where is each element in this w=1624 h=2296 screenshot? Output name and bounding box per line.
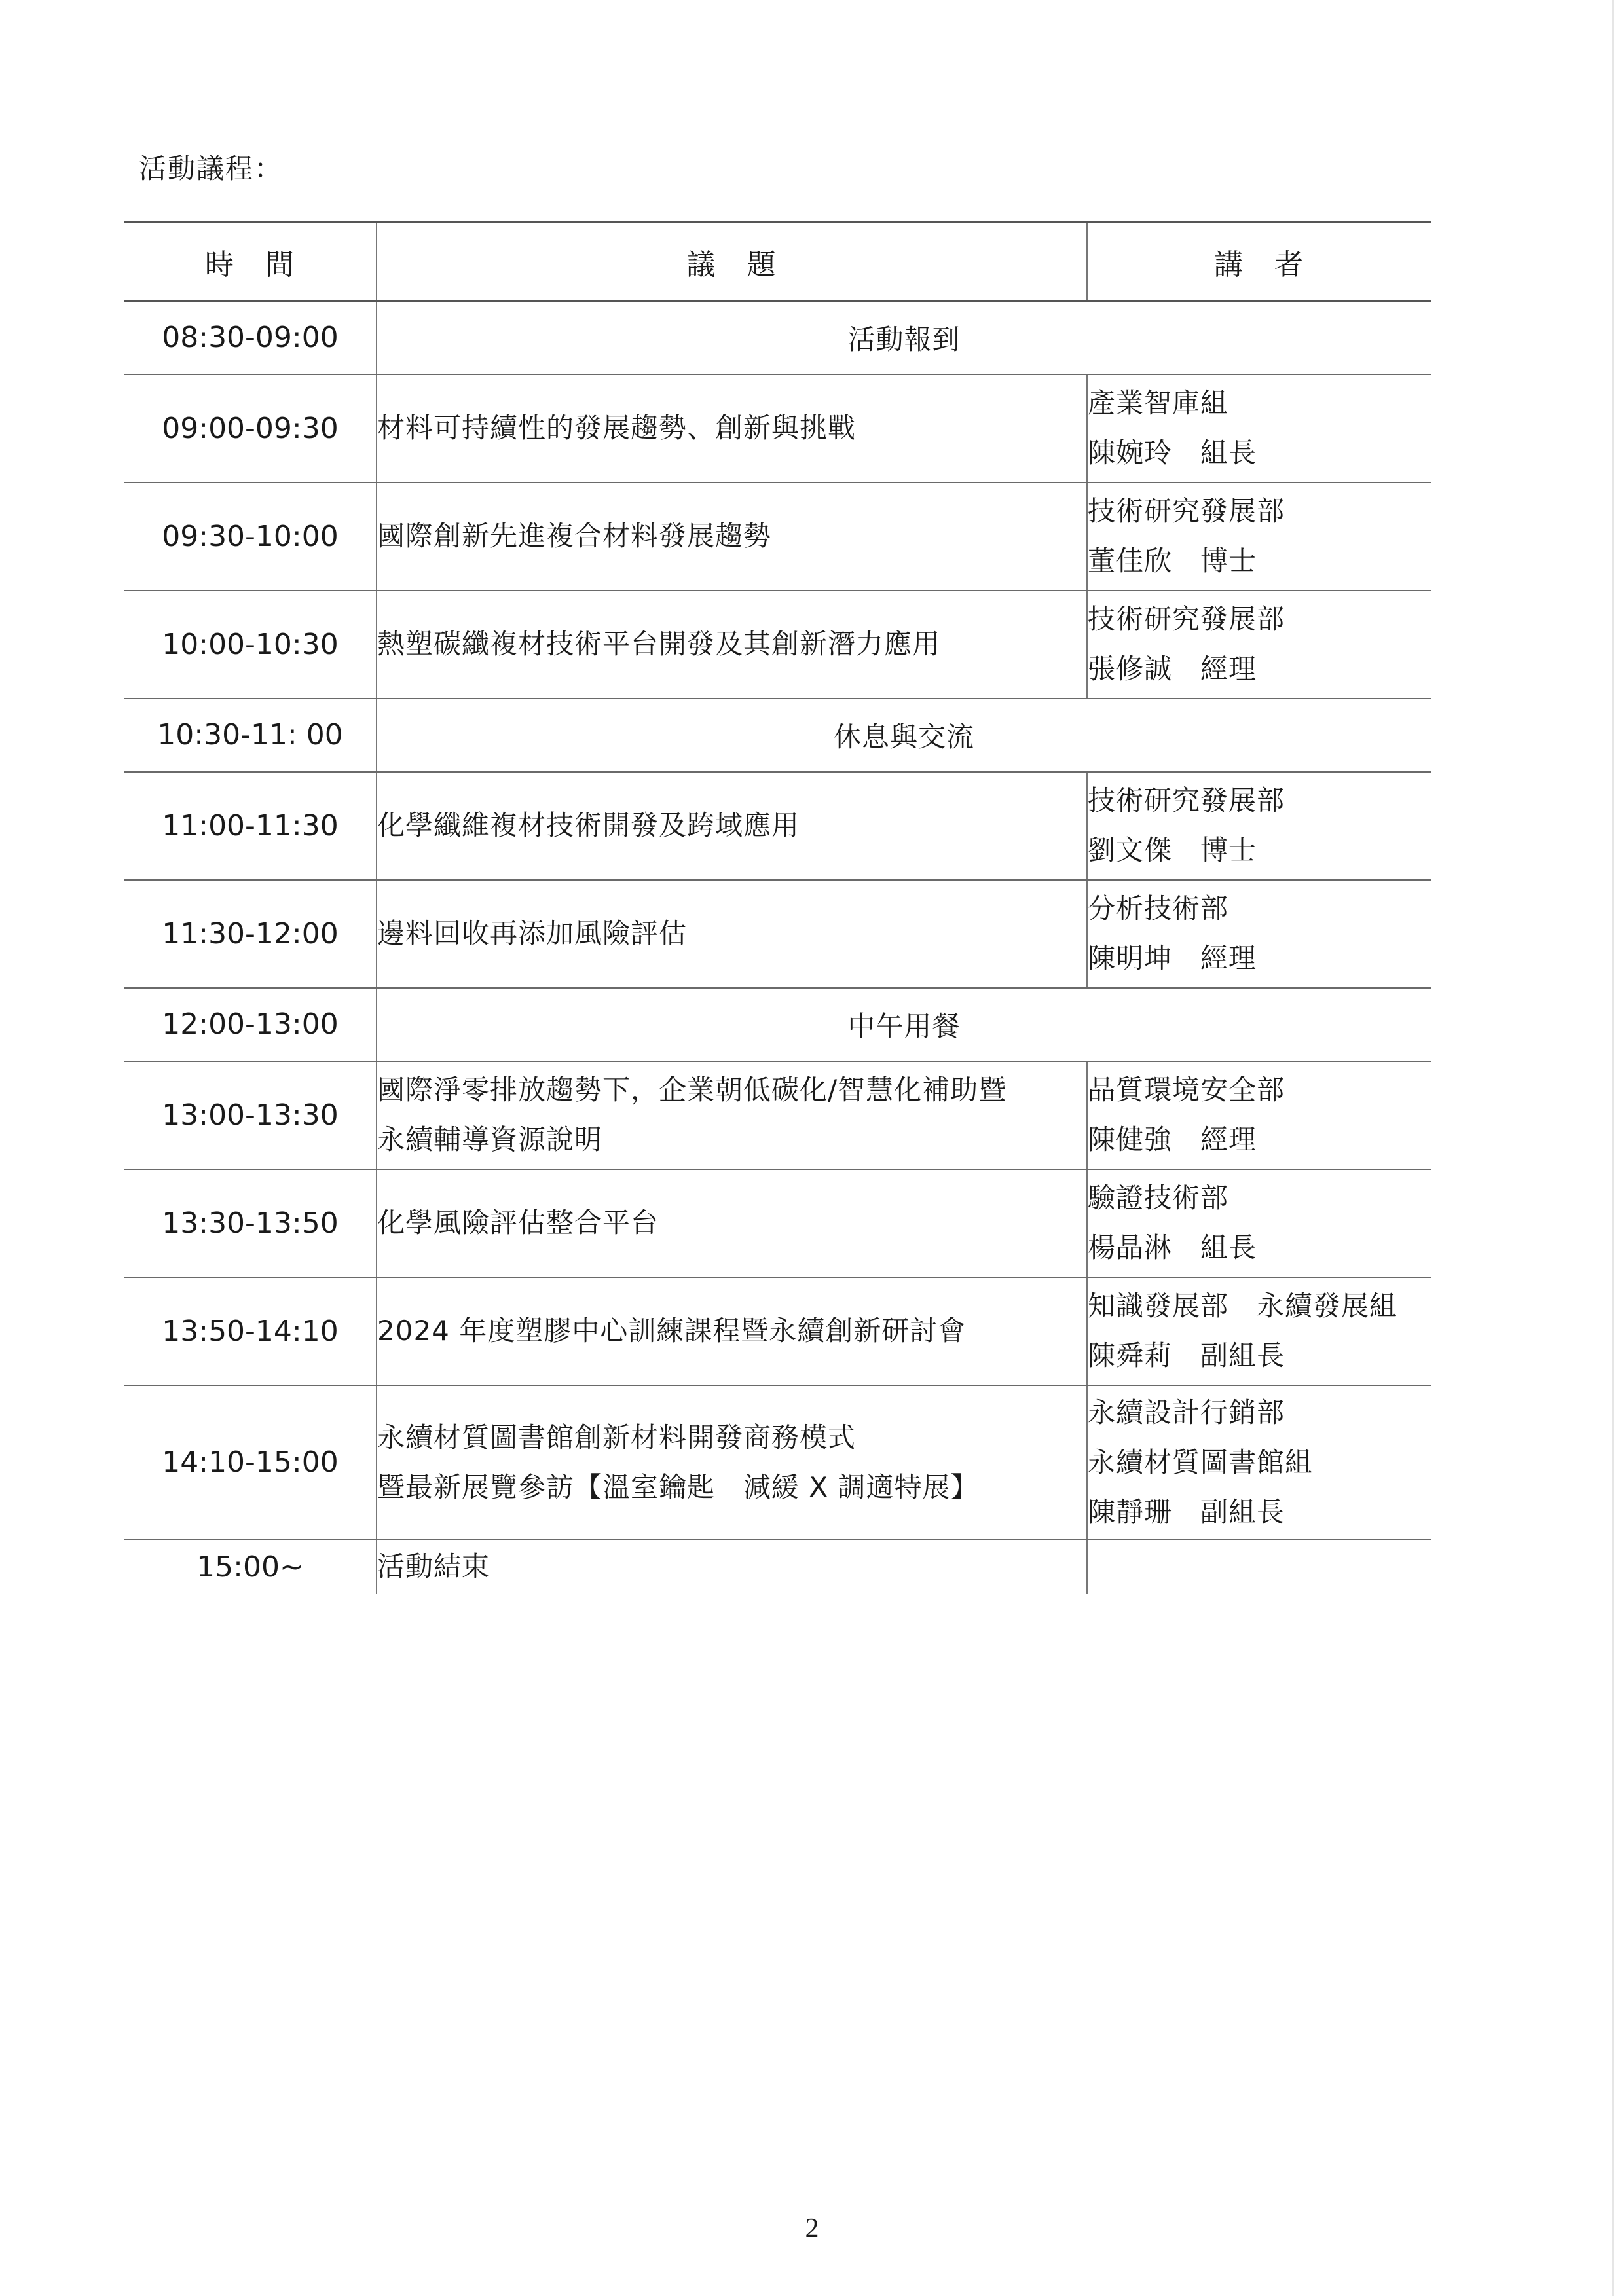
table-row — [124, 1385, 1431, 1540]
page-number: 2 — [805, 2214, 819, 2244]
session-speaker: 產業智庫組 陳婉玲 組長 — [1087, 374, 1431, 483]
table-row — [124, 1169, 1431, 1277]
session-topic: 活動結束 — [377, 1540, 1087, 1594]
header-speaker: 講 者 — [1087, 223, 1431, 301]
session-topic: 化學風險評估整合平台 — [377, 1169, 1087, 1277]
session-topic: 國際創新先進複合材料發展趨勢 — [377, 483, 1087, 591]
table-row — [124, 880, 1431, 988]
table-row — [124, 699, 1431, 772]
session-speaker: 知識發展部 永續發展組 陳舜莉 副組長 — [1087, 1277, 1431, 1385]
session-time: 09:30-10:00 — [124, 483, 377, 591]
session-topic: 材料可持續性的發展趨勢、創新與挑戰 — [377, 374, 1087, 483]
session-speaker: 品質環境安全部 陳健強 經理 — [1087, 1061, 1431, 1169]
session-time: 15:00~ — [124, 1540, 377, 1594]
session-speaker: 技術研究發展部 董佳欣 博士 — [1087, 483, 1431, 591]
session-time: 11:00-11:30 — [124, 772, 377, 880]
session-speaker: 分析技術部 陳明坤 經理 — [1087, 880, 1431, 988]
session-break: 休息與交流 — [377, 699, 1431, 772]
session-speaker: 技術研究發展部 劉文傑 博士 — [1087, 772, 1431, 880]
session-time: 11:30-12:00 — [124, 880, 377, 988]
session-speaker: 技術研究發展部 張修誠 經理 — [1087, 591, 1431, 699]
table-row — [124, 374, 1431, 483]
table-row — [124, 1061, 1431, 1169]
header-time: 時 間 — [124, 223, 377, 301]
table-row — [124, 483, 1431, 591]
table-row — [124, 772, 1431, 880]
session-topic: 熱塑碳纖複材技術平台開發及其創新潛力應用 — [377, 591, 1087, 699]
session-topic: 永續材質圖書館創新材料開發商務模式 暨最新展覽參訪【溫室鑰匙 減緩 X 調適特展】 — [377, 1385, 1087, 1540]
session-topic: 2024 年度塑膠中心訓練課程暨永續創新研討會 — [377, 1277, 1087, 1385]
agenda-table — [124, 221, 1431, 1594]
scan-edge-line — [1612, 0, 1614, 2296]
session-time: 13:50-14:10 — [124, 1277, 377, 1385]
table-row — [124, 301, 1431, 374]
session-speaker — [1087, 1540, 1431, 1594]
session-speaker: 驗證技術部 楊晶淋 組長 — [1087, 1169, 1431, 1277]
session-topic: 國際淨零排放趨勢下，企業朝低碳化/智慧化補助暨 永續輔導資源說明 — [377, 1061, 1087, 1169]
session-time: 13:00-13:30 — [124, 1061, 377, 1169]
session-topic: 邊料回收再添加風險評估 — [377, 880, 1087, 988]
table-row — [124, 988, 1431, 1061]
session-time: 12:00-13:00 — [124, 988, 377, 1061]
session-time: 08:30-09:00 — [124, 301, 377, 374]
session-break: 中午用餐 — [377, 988, 1431, 1061]
session-time: 13:30-13:50 — [124, 1169, 377, 1277]
table-row — [124, 591, 1431, 699]
header-topic: 議 題 — [377, 223, 1087, 301]
session-speaker: 永續設計行銷部 永續材質圖書館組 陳靜珊 副組長 — [1087, 1385, 1431, 1540]
table-row — [124, 1277, 1431, 1385]
session-topic: 化學纖維複材技術開發及跨域應用 — [377, 772, 1087, 880]
session-break: 活動報到 — [377, 301, 1431, 374]
agenda-heading: 活動議程： — [139, 153, 284, 185]
table-header-row — [124, 223, 1431, 301]
session-time: 09:00-09:30 — [124, 374, 377, 483]
session-time: 10:30-11: 00 — [124, 699, 377, 772]
session-time: 10:00-10:30 — [124, 591, 377, 699]
table-row — [124, 1540, 1431, 1594]
session-time: 14:10-15:00 — [124, 1385, 377, 1540]
